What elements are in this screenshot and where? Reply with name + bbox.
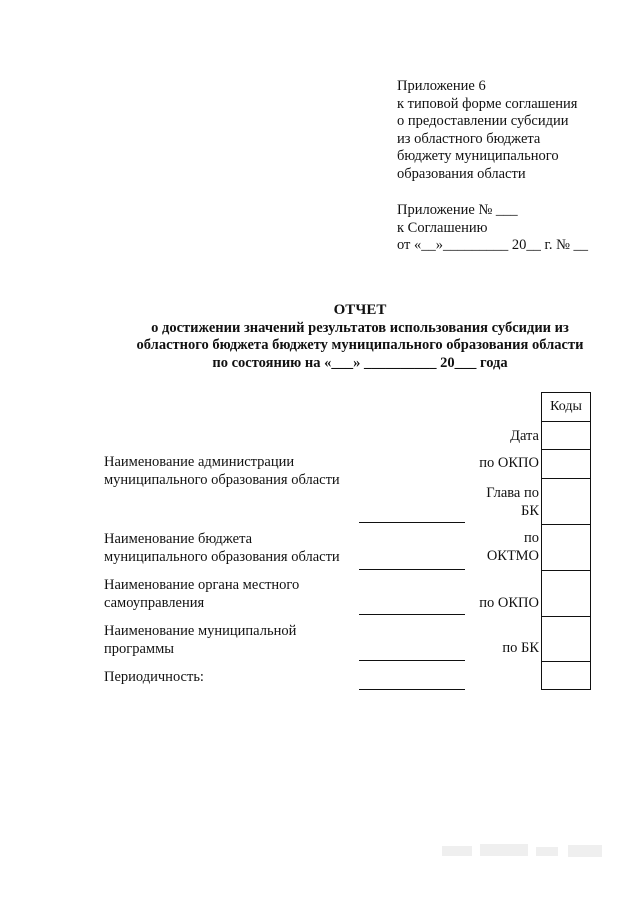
oktmo-label-line: ОКТМО (486, 547, 539, 564)
okpo-label: по ОКПО (479, 455, 539, 471)
oktmo-label (487, 530, 539, 565)
admin-name-line: Наименование администрации (104, 454, 295, 470)
appendix-line: о предоставлении субсидии (397, 113, 569, 129)
title-line: по состоянию на «___» __________ 20___ года (212, 354, 508, 371)
code-cell-okpo-organ[interactable] (542, 571, 590, 617)
code-cell-oktmo[interactable] (542, 525, 590, 571)
title-heading: ОТЧЕТ (333, 302, 387, 318)
admin-name-line: муниципального образования области (104, 471, 340, 488)
program-name-line: Наименование муниципальной (104, 623, 297, 639)
code-cell-periodicity[interactable] (542, 662, 590, 690)
appendix-line: к типовой форме соглашения (397, 95, 578, 112)
bk-label: по БК (502, 640, 539, 656)
title-line: областного бюджета бюджету муниципального образования области (136, 337, 584, 353)
agreement-line: от «__»_________ 20__ г. № __ (397, 237, 589, 253)
budget-name-line: Наименование бюджета (104, 531, 253, 547)
periodicity-underline[interactable] (359, 689, 465, 690)
budget-name-label (104, 531, 340, 566)
agreement-line: Приложение № ___ (397, 202, 518, 218)
scan-artifact (440, 840, 605, 862)
organ-name-line: самоуправления (104, 594, 205, 611)
appendix-line: образования области (397, 165, 526, 182)
glava-bk-label-line: БК (521, 502, 539, 519)
okpo-organ-label: по ОКПО (479, 595, 539, 611)
organ-name-line: Наименование органа местного (104, 577, 300, 593)
program-name-underline[interactable] (359, 660, 465, 661)
code-cell-okpo[interactable] (542, 450, 590, 479)
organ-name-label (104, 577, 299, 612)
program-name-line: программы (104, 640, 174, 657)
oktmo-label-line: по (523, 530, 539, 546)
code-cell-glava-bk[interactable] (542, 479, 590, 525)
organ-name-underline[interactable] (359, 614, 465, 615)
budget-name-line: муниципального образования области (104, 548, 340, 565)
periodicity-label: Периодичность: (104, 669, 204, 685)
agreement-line: к Соглашению (397, 219, 488, 236)
codes-table (541, 392, 591, 690)
codes-header: Коды (542, 393, 590, 422)
report-title (0, 302, 640, 372)
appendix-line: бюджету муниципального (397, 148, 559, 164)
budget-name-underline[interactable] (359, 569, 465, 570)
code-cell-date[interactable] (542, 422, 590, 450)
glava-bk-label (486, 485, 539, 520)
program-name-label (104, 623, 296, 658)
admin-name-label (104, 454, 340, 489)
appendix-header (397, 78, 577, 183)
code-cell-bk[interactable] (542, 617, 590, 662)
title-line: о достижении значений результатов использования субсидии из (151, 319, 569, 336)
date-label: Дата (510, 428, 539, 444)
admin-name-underline[interactable] (359, 522, 465, 523)
glava-bk-label-line: Глава по (486, 485, 539, 501)
appendix-line: Приложение 6 (397, 78, 486, 94)
agreement-reference (397, 202, 588, 255)
appendix-line: из областного бюджета (397, 130, 541, 147)
